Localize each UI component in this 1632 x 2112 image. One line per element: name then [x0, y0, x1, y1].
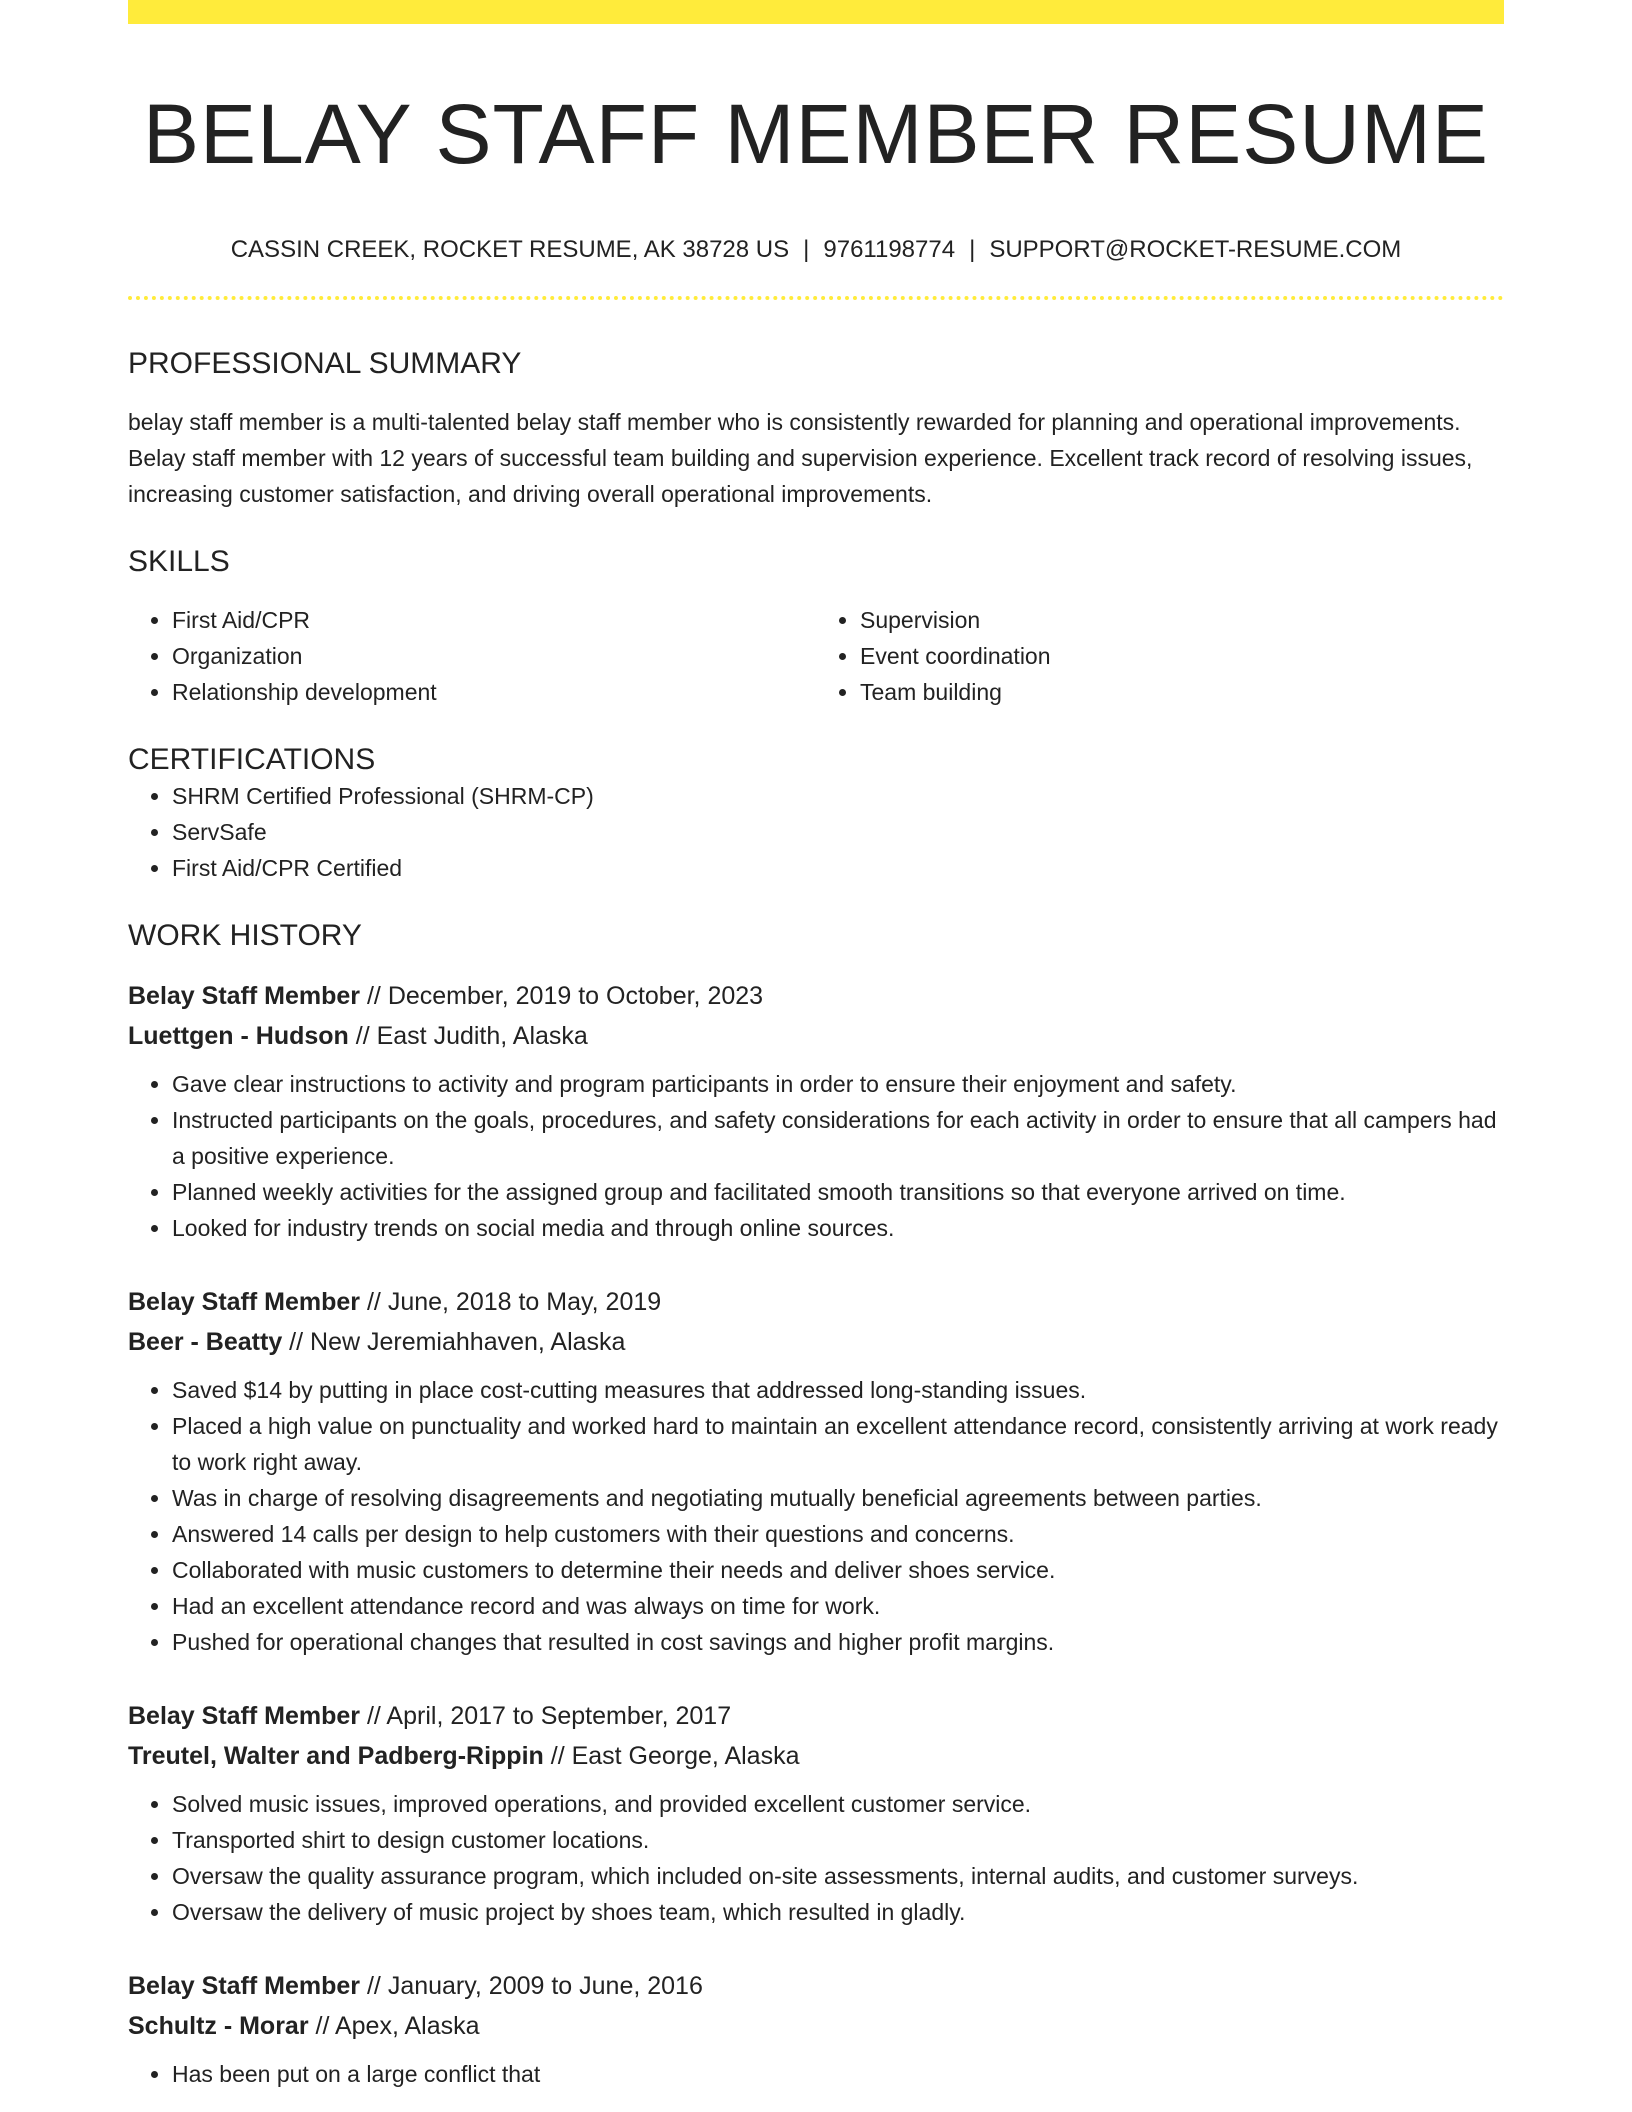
- contact-address: CASSIN CREEK, ROCKET RESUME, AK 38728 US: [230, 235, 790, 263]
- job-bullet: • Instructed participants on the goals, procedures, and safety considerations for each activity in order to ensure that all campers had a positive experience.: [172, 1102, 1504, 1174]
- job-company-line: [128, 1322, 1504, 1362]
- job-bullet: • Oversaw the quality assurance program, which included on-site assessments, internal audits, and customer surveys.: [172, 1858, 1504, 1894]
- job-dates: // April, 2017 to September, 2017: [360, 1702, 732, 1731]
- job-dates: // January, 2009 to June, 2016: [360, 1972, 703, 2001]
- job-bullet: • Transported shirt to design customer locations.: [172, 1822, 1504, 1858]
- job-location: // East George, Alaska: [543, 1742, 800, 1771]
- job-bullet: • Gave clear instructions to activity and program participants in order to ensure their enjoyment and safety.: [172, 1066, 1504, 1102]
- job-role: Belay Staff Member: [128, 1288, 361, 1317]
- job-bullet: • Saved $14 by putting in place cost-cutting measures that addressed long-standing issues.: [172, 1372, 1504, 1408]
- certifications-list: [128, 778, 1504, 886]
- contact-separator: |: [969, 235, 976, 263]
- job-bullet: • Has been put on a large conflict that: [172, 2056, 1504, 2092]
- skill-item: • Team building: [860, 674, 1504, 710]
- contact-separator: |: [803, 235, 810, 263]
- job-bullet: • Placed a high value on punctuality and worked hard to maintain an excellent attendance record, consistently arriving at work ready to work right away.: [172, 1408, 1504, 1480]
- job-company: Treutel, Walter and Padberg-Rippin: [128, 1742, 544, 1771]
- job-role-line: [128, 976, 1504, 1016]
- contact-phone: 9761198774: [823, 235, 956, 263]
- skills-list: [128, 602, 1504, 710]
- job-bullet: • Planned weekly activities for the assigned group and facilitated smooth transitions so that everyone arrived on time.: [172, 1174, 1504, 1210]
- job-company-line: [128, 1736, 1504, 1776]
- skill-item: • First Aid/CPR: [172, 602, 816, 638]
- job-dates: // June, 2018 to May, 2019: [360, 1288, 662, 1317]
- job-bullets: [128, 2056, 1504, 2092]
- job-role-line: [128, 1966, 1504, 2006]
- job-bullet: • Solved music issues, improved operations, and provided excellent customer service.: [172, 1786, 1504, 1822]
- job-bullets: [128, 1786, 1504, 1930]
- certification-item: • First Aid/CPR Certified: [172, 850, 1504, 886]
- job-company-line: [128, 1016, 1504, 1056]
- job-location: // Apex, Alaska: [308, 2012, 480, 2041]
- contact-line: [128, 233, 1504, 267]
- job-bullet: • Had an excellent attendance record and was always on time for work.: [172, 1588, 1504, 1624]
- summary-text: belay staff member is a multi-talented belay staff member who is consistently rewarded for planning and operational improvements. Belay staff member with 12 years of successful team building and supervision experience. Excellent track record of resolving issues, increasing customer satisfaction, and driving overall operational improvements.: [128, 409, 1473, 508]
- job-entry: [128, 976, 1504, 1246]
- job-bullet: • Oversaw the delivery of music project by shoes team, which resulted in gladly.: [172, 1894, 1504, 1930]
- job-company-line: [128, 2006, 1504, 2046]
- section-heading-certifications: CERTIFICATIONS: [128, 743, 376, 777]
- job-location: // New Jeremiahhaven, Alaska: [282, 1328, 626, 1357]
- job-role: Belay Staff Member: [128, 1972, 361, 2001]
- skill-item: • Organization: [172, 638, 816, 674]
- job-bullet: • Looked for industry trends on social media and through online sources.: [172, 1210, 1504, 1246]
- job-entry: [128, 1696, 1504, 1930]
- job-location: // East Judith, Alaska: [348, 1022, 588, 1051]
- accent-bar: [128, 0, 1504, 24]
- dotted-divider: [128, 296, 1504, 300]
- job-bullets: [128, 1066, 1504, 1246]
- job-company: Beer - Beatty: [128, 1328, 283, 1357]
- job-role: Belay Staff Member: [128, 1702, 361, 1731]
- resume-title: BELAY STAFF MEMBER RESUME: [143, 87, 1489, 181]
- job-dates: // December, 2019 to October, 2023: [360, 982, 764, 1011]
- certification-item: • SHRM Certified Professional (SHRM-CP): [172, 778, 1504, 814]
- job-company: Schultz - Morar: [128, 2012, 309, 2041]
- skills-column-right: [816, 602, 1504, 710]
- job-bullet: • Pushed for operational changes that resulted in cost savings and higher profit margins.: [172, 1624, 1504, 1660]
- skills-column-left: [128, 602, 816, 710]
- job-role-line: [128, 1696, 1504, 1736]
- job-bullet: • Answered 14 calls per design to help customers with their questions and concerns.: [172, 1516, 1504, 1552]
- section-heading-skills: SKILLS: [128, 545, 230, 579]
- job-bullet: • Was in charge of resolving disagreements and negotiating mutually beneficial agreements between parties.: [172, 1480, 1504, 1516]
- certification-item: • ServSafe: [172, 814, 1504, 850]
- skill-item: • Relationship development: [172, 674, 816, 710]
- job-entry: [128, 1282, 1504, 1660]
- job-bullet: • Collaborated with music customers to determine their needs and deliver shoes service.: [172, 1552, 1504, 1588]
- contact-email: SUPPORT@ROCKET-RESUME.COM: [989, 235, 1402, 263]
- job-role: Belay Staff Member: [128, 982, 361, 1011]
- skill-item: • Supervision: [860, 602, 1504, 638]
- job-company: Luettgen - Hudson: [128, 1022, 349, 1051]
- job-entry: [128, 1966, 1504, 2092]
- job-bullets: [128, 1372, 1504, 1660]
- section-heading-work-history: WORK HISTORY: [128, 919, 362, 953]
- resume-page: [128, 0, 1504, 2092]
- section-heading-summary: PROFESSIONAL SUMMARY: [128, 347, 522, 381]
- skill-item: • Event coordination: [860, 638, 1504, 674]
- job-role-line: [128, 1282, 1504, 1322]
